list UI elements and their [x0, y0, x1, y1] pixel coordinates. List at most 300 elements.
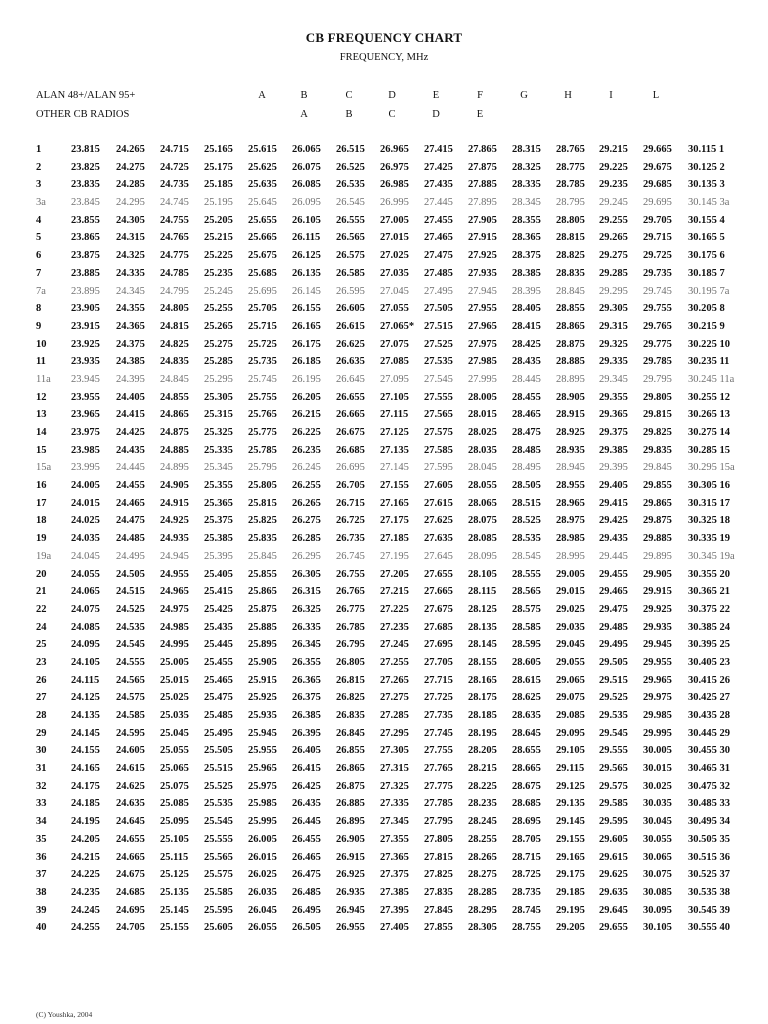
frequency-cell: 26.315 — [292, 586, 321, 598]
frequency-cell: 24.635 — [116, 798, 145, 810]
frequency-cell: 29.345 — [599, 373, 628, 385]
table-row — [0, 339, 768, 357]
frequency-cell: 27.675 — [424, 603, 453, 615]
frequency-cell: 29.485 — [599, 621, 628, 633]
frequency-cell: 29.655 — [599, 922, 628, 934]
frequency-cell: 24.285 — [116, 179, 145, 191]
frequency-cell: 28.635 — [512, 710, 541, 721]
channel-number: 23 — [36, 656, 47, 668]
frequency-cell: 30.135 3 — [688, 179, 725, 191]
frequency-cell: 25.745 — [248, 373, 277, 385]
frequency-cell: 24.885 — [160, 444, 189, 456]
frequency-cell: 23.815 — [71, 144, 100, 155]
frequency-cell: 29.515 — [599, 674, 628, 686]
frequency-cell: 29.605 — [599, 833, 628, 845]
frequency-cell: 28.885 — [556, 356, 585, 368]
frequency-cell: 27.505 — [424, 303, 453, 315]
frequency-cell: 29.615 — [599, 851, 628, 863]
frequency-cell: 28.495 — [512, 462, 541, 474]
frequency-cell: 28.085 — [468, 533, 497, 545]
frequency-cell: 29.695 — [643, 197, 672, 209]
frequency-cell: 27.735 — [424, 710, 453, 721]
frequency-cell: 25.005 — [160, 656, 189, 668]
frequency-cell: 26.955 — [336, 922, 365, 934]
frequency-cell: 25.115 — [160, 851, 189, 863]
channel-number: 9 — [36, 320, 42, 332]
frequency-cell: 25.635 — [248, 179, 277, 191]
band-header-alan-b: B — [300, 90, 308, 101]
frequency-cell: 29.295 — [599, 285, 628, 297]
frequency-cell: 24.905 — [160, 480, 189, 492]
frequency-cell: 27.385 — [380, 886, 409, 898]
frequency-cell: 27.095 — [380, 373, 409, 385]
frequency-cell: 29.045 — [556, 639, 585, 651]
frequency-cell: 27.545 — [424, 373, 453, 385]
frequency-cell: 30.265 13 — [688, 409, 730, 421]
frequency-cell: 25.175 — [204, 161, 233, 173]
frequency-cell: 28.705 — [512, 833, 541, 845]
frequency-cell: 25.245 — [204, 285, 233, 297]
frequency-cell: 25.415 — [204, 586, 233, 598]
frequency-cell: 29.425 — [599, 515, 628, 527]
frequency-cell: 26.755 — [336, 568, 365, 580]
frequency-cell: 24.925 — [160, 515, 189, 527]
frequency-cell: 29.995 — [643, 727, 672, 739]
channel-number: 7 — [36, 267, 42, 279]
frequency-cell: 30.215 9 — [688, 320, 725, 332]
frequency-cell: 27.085 — [380, 356, 409, 368]
frequency-cell: 29.465 — [599, 586, 628, 598]
channel-number: 36 — [36, 851, 47, 863]
frequency-cell: 26.235 — [292, 444, 321, 456]
frequency-cell: 30.385 24 — [688, 621, 730, 633]
frequency-cell: 26.555 — [336, 214, 365, 226]
frequency-cell: 26.525 — [336, 161, 365, 173]
frequency-cell: 28.785 — [556, 179, 585, 191]
frequency-cell: 25.435 — [204, 621, 233, 633]
frequency-cell: 27.395 — [380, 904, 409, 916]
frequency-cell: 24.525 — [116, 603, 145, 615]
frequency-cell: 24.305 — [116, 214, 145, 226]
frequency-cell: 23.975 — [71, 427, 100, 438]
table-row — [0, 852, 768, 870]
frequency-cell: 26.045 — [248, 904, 277, 916]
frequency-cell: 25.575 — [204, 869, 233, 881]
frequency-cell: 29.225 — [599, 161, 628, 173]
frequency-cell: 27.825 — [424, 869, 453, 881]
frequency-cell: 26.565 — [336, 232, 365, 244]
frequency-cell: 28.855 — [556, 303, 585, 315]
channel-number: 22 — [36, 603, 47, 615]
frequency-cell: 28.505 — [512, 480, 541, 492]
frequency-cell: 26.915 — [336, 851, 365, 863]
frequency-cell: 26.155 — [292, 303, 321, 315]
frequency-cell: 29.195 — [556, 904, 585, 916]
frequency-cell: 30.465 31 — [688, 763, 730, 775]
frequency-cell: 30.015 — [643, 763, 672, 775]
table-row — [0, 480, 768, 498]
frequency-cell: 26.375 — [292, 692, 321, 704]
frequency-cell: 29.255 — [599, 214, 628, 226]
frequency-cell: 27.755 — [424, 745, 453, 757]
frequency-cell: 30.065 — [643, 851, 672, 863]
channel-number: 7a — [36, 285, 46, 297]
frequency-cell: 24.395 — [116, 373, 145, 385]
frequency-cell: 24.745 — [160, 197, 189, 209]
frequency-cell: 27.715 — [424, 674, 453, 686]
channel-number: 29 — [36, 727, 47, 739]
frequency-cell: 28.265 — [468, 851, 497, 863]
frequency-cell: 24.215 — [71, 851, 100, 863]
frequency-cell: 27.995 — [468, 373, 497, 385]
frequency-cell: 26.995 — [380, 197, 409, 209]
frequency-cell: 24.105 — [71, 656, 100, 668]
band-header-alan-e: E — [432, 90, 440, 101]
frequency-cell: 30.295 15a — [688, 462, 735, 474]
table-row — [0, 498, 768, 516]
frequency-cell: 26.175 — [292, 338, 321, 350]
frequency-cell: 28.725 — [512, 869, 541, 881]
frequency-cell: 24.425 — [116, 427, 145, 438]
frequency-cell: 29.785 — [643, 356, 672, 368]
frequency-cell: 29.445 — [599, 550, 628, 562]
frequency-cell: 28.115 — [468, 586, 497, 598]
frequency-cell: 30.185 7 — [688, 267, 725, 279]
frequency-cell: 24.125 — [71, 692, 100, 704]
frequency-cell: 29.575 — [599, 780, 628, 792]
frequency-cell: 27.795 — [424, 816, 453, 828]
frequency-cell: 26.505 — [292, 922, 321, 934]
frequency-cell: 26.415 — [292, 763, 321, 775]
frequency-cell: 29.375 — [599, 427, 628, 438]
frequency-cell: 30.485 33 — [688, 798, 730, 810]
table-row — [0, 392, 768, 410]
frequency-cell: 23.875 — [71, 250, 100, 262]
frequency-cell: 29.455 — [599, 568, 628, 580]
frequency-cell: 26.795 — [336, 639, 365, 651]
frequency-cell: 25.775 — [248, 427, 277, 438]
table-row — [0, 586, 768, 604]
channel-number: 11 — [36, 356, 46, 368]
frequency-cell: 24.275 — [116, 161, 145, 173]
table-row — [0, 781, 768, 799]
frequency-cell: 25.265 — [204, 320, 233, 332]
band-header-alan-a: A — [258, 90, 266, 101]
frequency-cell: 28.555 — [512, 568, 541, 580]
frequency-cell: 26.665 — [336, 409, 365, 421]
frequency-cell: 28.535 — [512, 533, 541, 545]
frequency-cell: 29.545 — [599, 727, 628, 739]
frequency-cell: 26.255 — [292, 480, 321, 492]
frequency-cell: 29.985 — [643, 710, 672, 721]
frequency-cell: 23.855 — [71, 214, 100, 226]
frequency-cell: 25.815 — [248, 497, 277, 509]
frequency-cell: 28.395 — [512, 285, 541, 297]
frequency-cell: 27.895 — [468, 197, 497, 209]
frequency-cell: 30.075 — [643, 869, 672, 881]
frequency-cell: 25.135 — [160, 886, 189, 898]
frequency-cell: 24.915 — [160, 497, 189, 509]
frequency-cell: 26.285 — [292, 533, 321, 545]
channel-number: 15 — [36, 444, 47, 456]
frequency-cell: 26.445 — [292, 816, 321, 828]
frequency-cell: 26.335 — [292, 621, 321, 633]
frequency-cell: 28.025 — [468, 427, 497, 438]
frequency-cell: 29.835 — [643, 444, 672, 456]
frequency-cell: 27.765 — [424, 763, 453, 775]
frequency-cell: 27.615 — [424, 497, 453, 509]
frequency-cell: 26.805 — [336, 656, 365, 668]
band-header-other-c: C — [388, 109, 396, 120]
frequency-cell: 23.835 — [71, 179, 100, 191]
frequency-cell: 29.595 — [599, 816, 628, 828]
frequency-cell: 24.325 — [116, 250, 145, 262]
frequency-cell: 24.095 — [71, 639, 100, 651]
frequency-cell: 29.365 — [599, 409, 628, 421]
frequency-cell: 27.865 — [468, 144, 497, 155]
frequency-cell: 28.385 — [512, 267, 541, 279]
frequency-cell: 24.435 — [116, 444, 145, 456]
table-row — [0, 710, 768, 728]
frequency-cell: 27.235 — [380, 621, 409, 633]
frequency-cell: 24.955 — [160, 568, 189, 580]
frequency-cell: 24.825 — [160, 338, 189, 350]
frequency-cell: 30.345 19a — [688, 550, 735, 562]
frequency-cell: 24.785 — [160, 267, 189, 279]
frequency-cell: 29.475 — [599, 603, 628, 615]
frequency-cell: 30.495 34 — [688, 816, 730, 828]
frequency-cell: 27.685 — [424, 621, 453, 633]
frequency-cell: 29.505 — [599, 656, 628, 668]
frequency-cell: 24.025 — [71, 515, 100, 527]
frequency-cell: 28.165 — [468, 674, 497, 686]
frequency-cell: 29.145 — [556, 816, 585, 828]
frequency-cell: 25.355 — [204, 480, 233, 492]
frequency-cell: 24.175 — [71, 780, 100, 792]
copyright-note: (C) Youshka, 2004 — [36, 1010, 93, 1019]
frequency-cell: 29.815 — [643, 409, 672, 421]
frequency-cell: 27.295 — [380, 727, 409, 739]
frequency-cell: 27.805 — [424, 833, 453, 845]
table-row — [0, 162, 768, 180]
channel-number: 19 — [36, 533, 47, 545]
frequency-cell: 28.565 — [512, 586, 541, 598]
frequency-cell: 27.445 — [424, 197, 453, 209]
frequency-cell: 24.675 — [116, 869, 145, 881]
frequency-cell: 28.045 — [468, 462, 497, 474]
chart-title: CB FREQUENCY CHART — [305, 30, 463, 45]
frequency-cell: 28.095 — [468, 550, 497, 562]
frequency-cell: 30.455 30 — [688, 745, 730, 757]
frequency-cell: 28.935 — [556, 444, 585, 456]
frequency-cell: 29.935 — [643, 621, 672, 633]
table-row — [0, 321, 768, 339]
frequency-cell: 28.985 — [556, 533, 585, 545]
frequency-cell: 24.975 — [160, 603, 189, 615]
frequency-cell: 25.695 — [248, 285, 277, 297]
channel-number: 13 — [36, 409, 47, 421]
frequency-cell: 25.805 — [248, 480, 277, 492]
frequency-cell: 26.855 — [336, 745, 365, 757]
frequency-cell: 29.915 — [643, 586, 672, 598]
frequency-cell: 25.015 — [160, 674, 189, 686]
frequency-cell: 29.805 — [643, 391, 672, 403]
frequency-cell: 30.375 22 — [688, 603, 730, 615]
frequency-cell: 25.055 — [160, 745, 189, 757]
frequency-cell: 26.825 — [336, 692, 365, 704]
frequency-cell: 26.475 — [292, 869, 321, 881]
frequency-cell: 25.885 — [248, 621, 277, 633]
frequency-cell: 29.765 — [643, 320, 672, 332]
frequency-cell: 30.085 — [643, 886, 672, 898]
frequency-cell: 29.095 — [556, 727, 585, 739]
table-row — [0, 639, 768, 657]
frequency-cell: 26.085 — [292, 179, 321, 191]
frequency-cell: 26.065 — [292, 144, 321, 155]
frequency-cell: 26.775 — [336, 603, 365, 615]
frequency-cell: 24.355 — [116, 303, 145, 315]
frequency-cell: 27.035 — [380, 267, 409, 279]
frequency-cell: 24.415 — [116, 409, 145, 421]
frequency-cell: 30.325 18 — [688, 515, 730, 527]
frequency-cell: 28.485 — [512, 444, 541, 456]
frequency-cell: 27.175 — [380, 515, 409, 527]
frequency-cell: 24.575 — [116, 692, 145, 704]
frequency-cell: 25.565 — [204, 851, 233, 863]
table-row — [0, 728, 768, 746]
frequency-cell: 29.385 — [599, 444, 628, 456]
frequency-cell: 23.955 — [71, 391, 100, 403]
frequency-cell: 26.405 — [292, 745, 321, 757]
frequency-cell: 28.795 — [556, 197, 585, 209]
channel-number: 32 — [36, 780, 47, 792]
frequency-cell: 28.965 — [556, 497, 585, 509]
frequency-cell: 25.375 — [204, 515, 233, 527]
frequency-cell: 24.655 — [116, 833, 145, 845]
frequency-cell: 25.755 — [248, 391, 277, 403]
frequency-cell: 24.365 — [116, 320, 145, 332]
frequency-cell: 26.935 — [336, 886, 365, 898]
table-row — [0, 869, 768, 887]
frequency-cell: 29.165 — [556, 851, 585, 863]
frequency-cell: 28.235 — [468, 798, 497, 810]
frequency-cell: 30.155 4 — [688, 214, 725, 226]
frequency-cell: 25.145 — [160, 904, 189, 916]
frequency-cell: 25.095 — [160, 816, 189, 828]
frequency-cell: 28.715 — [512, 851, 541, 863]
table-row — [0, 303, 768, 321]
frequency-cell: 26.545 — [336, 197, 365, 209]
table-row — [0, 144, 768, 162]
frequency-cell: 26.735 — [336, 533, 365, 545]
frequency-cell: 29.005 — [556, 568, 585, 580]
frequency-cell: 29.975 — [643, 692, 672, 704]
frequency-cell: 26.135 — [292, 267, 321, 279]
frequency-cell: 27.935 — [468, 267, 497, 279]
channel-number: 3a — [36, 197, 46, 209]
frequency-cell: 28.745 — [512, 904, 541, 916]
frequency-cell: 27.355 — [380, 833, 409, 845]
frequency-cell: 28.215 — [468, 763, 497, 775]
frequency-cell: 23.985 — [71, 444, 100, 456]
frequency-cell: 26.365 — [292, 674, 321, 686]
table-row — [0, 250, 768, 268]
frequency-cell: 25.795 — [248, 462, 277, 474]
frequency-cell: 28.675 — [512, 780, 541, 792]
frequency-cell: 28.125 — [468, 603, 497, 615]
frequency-cell: 30.125 2 — [688, 161, 725, 173]
frequency-cell: 28.195 — [468, 727, 497, 739]
frequency-cell: 26.345 — [292, 639, 321, 651]
frequency-cell: 26.225 — [292, 427, 321, 438]
frequency-cell: 27.115 — [380, 409, 409, 421]
frequency-cell: 24.715 — [160, 144, 189, 155]
frequency-cell: 26.985 — [380, 179, 409, 191]
frequency-cell: 27.075 — [380, 338, 409, 350]
frequency-cell: 29.055 — [556, 656, 585, 668]
frequency-cell: 29.525 — [599, 692, 628, 704]
channel-number: 1 — [36, 144, 42, 155]
frequency-cell: 25.405 — [204, 568, 233, 580]
frequency-cell: 30.055 — [643, 833, 672, 845]
frequency-cell: 30.275 14 — [688, 427, 730, 438]
frequency-cell: 27.565 — [424, 409, 453, 421]
frequency-cell: 28.775 — [556, 161, 585, 173]
frequency-cell: 24.185 — [71, 798, 100, 810]
frequency-cell: 27.015 — [380, 232, 409, 244]
frequency-cell: 28.175 — [468, 692, 497, 704]
table-row — [0, 834, 768, 852]
frequency-cell: 27.375 — [380, 869, 409, 881]
frequency-cell: 24.665 — [116, 851, 145, 863]
frequency-cell: 30.395 25 — [688, 639, 730, 651]
frequency-cell: 27.135 — [380, 444, 409, 456]
frequency-cell: 25.275 — [204, 338, 233, 350]
frequency-cell: 27.245 — [380, 639, 409, 651]
band-header-other-b: B — [345, 109, 353, 120]
frequency-cell: 24.445 — [116, 462, 145, 474]
frequency-table — [0, 144, 768, 940]
frequency-cell: 26.675 — [336, 427, 365, 438]
frequency-cell: 29.945 — [643, 639, 672, 651]
frequency-cell: 29.085 — [556, 710, 585, 721]
frequency-cell: 26.075 — [292, 161, 321, 173]
frequency-cell: 30.365 21 — [688, 586, 730, 598]
frequency-cell: 27.125 — [380, 427, 409, 438]
frequency-cell: 24.085 — [71, 621, 100, 633]
frequency-cell: 24.315 — [116, 232, 145, 244]
table-row — [0, 622, 768, 640]
frequency-cell: 26.835 — [336, 710, 365, 721]
frequency-cell: 30.445 29 — [688, 727, 730, 739]
frequency-cell: 30.165 5 — [688, 232, 725, 244]
frequency-cell: 24.155 — [71, 745, 100, 757]
frequency-cell: 25.665 — [248, 232, 277, 244]
frequency-cell: 28.185 — [468, 710, 497, 721]
band-header-alan-g: G — [520, 90, 528, 101]
frequency-cell: 27.515 — [424, 320, 453, 332]
channel-number: 15a — [36, 462, 52, 474]
frequency-cell: 27.165 — [380, 497, 409, 509]
frequency-cell: 29.625 — [599, 869, 628, 881]
frequency-cell: 24.165 — [71, 763, 100, 775]
frequency-cell: 24.005 — [71, 480, 100, 492]
frequency-cell: 26.615 — [336, 320, 365, 332]
table-row — [0, 268, 768, 286]
frequency-cell: 26.265 — [292, 497, 321, 509]
frequency-cell: 27.025 — [380, 250, 409, 262]
channel-number: 28 — [36, 710, 47, 721]
